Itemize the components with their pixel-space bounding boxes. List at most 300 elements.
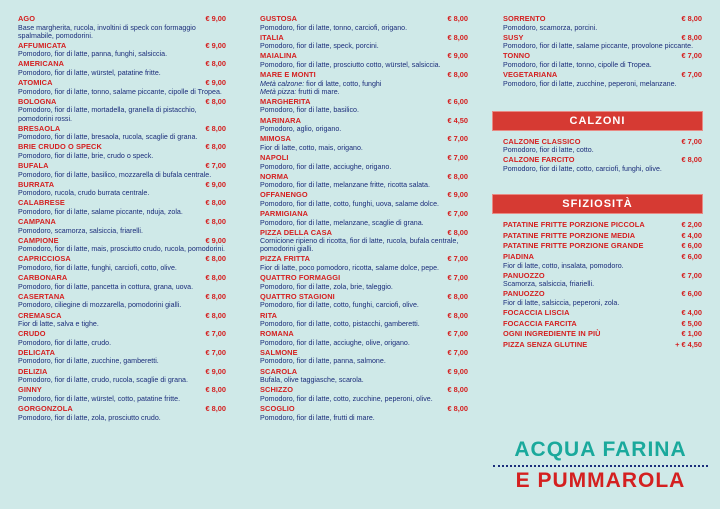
menu-item-row [503, 34, 702, 43]
menu-item [260, 330, 468, 347]
item-description: Pomodoro, fior di latte, tonno, carciofi, origano. [260, 23, 408, 32]
item-description: Pomodoro, fior di latte, salame piccante, provolone piccante. [503, 42, 694, 51]
menu-item [260, 368, 468, 385]
item-price: € 8,00 [447, 385, 468, 395]
item-name: PARMIGIANA [260, 208, 309, 218]
item-name: PIZZA FRITTA [260, 254, 311, 264]
menu-item-row [260, 229, 468, 238]
item-description: Pomodoro, fior di latte, zola, brie, taleggio. [260, 282, 393, 291]
item-description: Pomodoro, aglio, origano. [260, 125, 342, 134]
menu-item-row [503, 71, 702, 80]
item-description: Pomodoro, fior di latte, mais, prosciutto crudo, rucola, pomodorini. [18, 245, 225, 254]
item-price: € 8,00 [205, 385, 226, 395]
item-price: € 7,00 [447, 152, 468, 162]
menu-item-row [503, 138, 702, 147]
item-description: Pomodoro, scamorza, salsiccia, friarelli. [18, 226, 143, 235]
item-price: € 7,00 [681, 70, 702, 80]
item-price: € 8,00 [447, 310, 468, 320]
item-name: DELICATA [18, 347, 56, 357]
item-description: Bufala, olive taggiasche, scarola. [260, 376, 364, 385]
item-description: Pomodoro, fior di latte, crudo. [18, 338, 112, 347]
item-name: GINNY [18, 385, 42, 395]
item-name: NORMA [260, 171, 289, 181]
menu-item [503, 52, 702, 69]
item-price: € 7,00 [681, 136, 702, 146]
item-name: CRUDO [18, 329, 46, 339]
desc-label: Metà calzone: [260, 79, 305, 88]
menu-item [18, 143, 226, 160]
item-description: Pomodoro, fior di latte, funghi, carciofi, cotto, olive. [18, 264, 177, 273]
item-name: CALABRESE [18, 198, 65, 208]
menu-item-row [503, 253, 702, 262]
item-description: Pomodoro, rucola, crudo burrata centrale. [18, 189, 150, 198]
menu-item-row [260, 98, 468, 107]
item-description: Fior di latte, salva e tighe. [18, 320, 99, 329]
menu-item [503, 309, 702, 318]
item-name: PANUOZZO [503, 270, 545, 280]
item-name: CAPRICCIOSA [18, 254, 71, 264]
menu-item [260, 52, 468, 69]
menu-item [260, 293, 468, 310]
menu-item [503, 242, 702, 251]
menu-item [18, 15, 226, 40]
item-name: MIMOSA [260, 134, 291, 144]
desc-label: Metà pizza: [260, 87, 297, 96]
item-description: Pomodoro, fior di latte, zucchine, peperoni, melanzane. [503, 79, 677, 88]
item-description: Pomodoro, fior di latte, acciughe, origano. [260, 162, 392, 171]
item-price: € 8,00 [205, 59, 226, 69]
item-description: Pomodoro, fior di latte, tonno, cipolle di Tropea. [503, 60, 652, 69]
item-name: BURRATA [18, 179, 55, 189]
menu-item-row [260, 274, 468, 283]
menu-item-row [260, 255, 468, 264]
menu-item [260, 312, 468, 329]
item-description: Pomodoro, fior di latte, cotto, zucchine, peperoni, olive. [260, 394, 433, 403]
menu-item [18, 386, 226, 403]
item-description: Pomodoro, fior di latte, frutti di mare. [260, 413, 375, 422]
item-description: Fior di latte, poco pomodoro, ricotta, salame dolce, pepe. [260, 264, 440, 273]
menu-item [503, 232, 702, 241]
item-price: € 6,00 [447, 96, 468, 106]
item-description: Pomodoro, fior di latte, bresaola, rucola, scaglie di grana. [18, 133, 198, 142]
item-price: € 7,00 [681, 270, 702, 280]
menu-item-row [503, 232, 702, 241]
menu-item [260, 135, 468, 152]
menu-item-row [18, 60, 226, 69]
item-description: Fior di latte, cotto, insalata, pomodoro. [503, 261, 624, 270]
item-description: Pomodoro, fior di latte, pancetta in cottura, grana, uova. [18, 282, 194, 291]
menu-column-1 [18, 15, 226, 424]
item-description: Pomodoro, fior di latte, speck, porcini. [260, 42, 379, 51]
menu-item-row [260, 293, 468, 302]
item-price: € 6,00 [681, 241, 702, 251]
desc-text: frutti di mare. [296, 87, 340, 96]
menu-item-row [260, 191, 468, 200]
item-price: € 4,50 [447, 115, 468, 125]
item-description: Pomodoro, fior di latte, panna, salmone. [260, 357, 386, 366]
menu-item-row [260, 405, 468, 414]
item-name: GUSTOSA [260, 14, 298, 23]
item-name: PIADINA [503, 251, 535, 261]
item-description: Pomodoro, fior di latte, melanzane fritte, ricotta salata. [260, 181, 430, 190]
menu-item-row [503, 320, 702, 329]
item-price: € 7,00 [447, 208, 468, 218]
menu-item [503, 34, 702, 51]
item-name: QUATTRO STAGIONI [260, 291, 335, 301]
item-description: Pomodoro, fior di latte, panna, funghi, salsiccia. [18, 50, 168, 59]
menu-item-row [260, 154, 468, 163]
item-price: € 9,00 [447, 190, 468, 200]
menu-item [260, 117, 468, 134]
menu-item [18, 312, 226, 329]
menu-item-row [260, 34, 468, 43]
menu-item [18, 79, 226, 96]
menu-item [260, 386, 468, 403]
menu-item-row [18, 218, 226, 227]
menu-item [260, 15, 468, 32]
item-description: Pomodoro, fior di latte, basilico, mozzarella di bufala centrale. [18, 170, 212, 179]
item-name: AFFUMICATA [18, 40, 67, 50]
item-description: Pomodoro, ciliegine di mozzarella, pomodorini gialli. [18, 301, 182, 310]
menu-item [18, 293, 226, 310]
menu-item-row [260, 330, 468, 339]
menu-item-row [260, 349, 468, 358]
item-description: Pomodoro, fior di latte, basilico. [260, 106, 359, 115]
item-price: € 5,00 [681, 318, 702, 328]
menu-item-row [18, 349, 226, 358]
menu-item [18, 255, 226, 272]
item-description: Pomodoro, scamorza, porcini. [503, 23, 598, 32]
menu-item [18, 405, 226, 422]
item-name: MAIALINA [260, 51, 297, 61]
item-price: € 7,00 [205, 347, 226, 357]
menu-item [18, 125, 226, 142]
item-name: NAPOLI [260, 152, 289, 162]
item-price: € 9,00 [205, 14, 226, 23]
item-name: QUATTRO FORMAGGI [260, 273, 341, 283]
item-name: SUSY [503, 32, 524, 42]
item-name: FOCACCIA FARCITA [503, 318, 577, 328]
item-name: CALZONE CLASSICO [503, 136, 581, 146]
item-price: € 8,00 [447, 32, 468, 42]
item-name: SCOGLIO [260, 403, 295, 413]
menu-item-row [18, 42, 226, 51]
item-price: € 8,00 [681, 32, 702, 42]
calzoni-list [503, 138, 702, 173]
item-description: Pomodoro, fior di latte, cotto, funghi, uova, salame dolce. [260, 199, 440, 208]
menu-item [18, 218, 226, 235]
item-name: PATATINE FRITTE PORZIONE GRANDE [503, 241, 644, 251]
item-price: € 8,00 [205, 123, 226, 133]
item-name: SALMONE [260, 347, 298, 357]
item-description: Pomodoro, fior di latte, zola, prosciutto crudo. [18, 413, 161, 422]
menu-item-row [18, 125, 226, 134]
item-price: € 9,00 [205, 40, 226, 50]
menu-item [260, 98, 468, 115]
item-description: Pomodoro, fior di latte, cotto. [503, 146, 594, 155]
item-description: Pomodoro, fior di latte, melanzane, scaglie di grana. [260, 218, 424, 227]
item-description: Scamorza, salsiccia, friarielli. [503, 280, 595, 289]
item-price: € 8,00 [681, 14, 702, 23]
menu-item [18, 98, 226, 123]
item-name: BRIE CRUDO O SPECK [18, 142, 102, 152]
item-description: Pomodoro, fior di latte, würstel, cotto, patatine fritte. [18, 394, 181, 403]
item-price: € 8,00 [205, 291, 226, 301]
menu-item [260, 71, 468, 96]
item-price: € 8,00 [447, 227, 468, 237]
item-price: € 8,00 [447, 403, 468, 413]
menu-item-row [18, 79, 226, 88]
menu-item [503, 341, 702, 350]
menu-item [18, 181, 226, 198]
pizza-list [503, 15, 702, 88]
menu-item-row [503, 242, 702, 251]
menu-item-row [18, 255, 226, 264]
item-price: + € 4,50 [675, 339, 702, 349]
menu-item-row [18, 274, 226, 283]
menu-item [503, 221, 702, 230]
item-price: € 9,00 [205, 179, 226, 189]
menu-item [18, 330, 226, 347]
item-name: CAMPIONE [18, 235, 59, 245]
item-name: BUFALA [18, 161, 49, 170]
brand-line-1: ACQUA FARINA [514, 438, 687, 461]
menu-item-row [260, 15, 468, 24]
item-name: PIZZA SENZA GLUTINE [503, 339, 588, 349]
item-name: MARE E MONTI [260, 70, 316, 80]
menu-item [18, 42, 226, 59]
menu-column-3 [503, 15, 702, 351]
item-price: € 4,00 [681, 230, 702, 240]
menu-item [503, 272, 702, 289]
brand-line-2: E PUMMAROLA [515, 469, 686, 492]
menu-item [260, 154, 468, 171]
item-description: Pomodoro, fior di latte, crudo, rucola, scaglie di grana. [18, 376, 188, 385]
item-price: € 8,00 [205, 254, 226, 264]
menu-item-row [260, 71, 468, 80]
item-name: CALZONE FARCITO [503, 155, 575, 165]
item-price: € 8,00 [447, 14, 468, 23]
menu-item [260, 255, 468, 272]
item-price: € 8,00 [205, 273, 226, 283]
item-description [260, 88, 468, 96]
menu-item [18, 368, 226, 385]
menu-item-row [260, 368, 468, 377]
item-description: Pomodoro, fior di latte, cotto, funghi, carciofi, olive. [260, 301, 419, 310]
brand-divider [493, 465, 708, 467]
item-price: € 9,00 [205, 235, 226, 245]
item-name: BRESAOLA [18, 123, 61, 133]
menu-item-row [260, 312, 468, 321]
item-price: € 7,00 [447, 329, 468, 339]
menu-item-row [18, 405, 226, 414]
item-price: € 9,00 [447, 51, 468, 61]
item-description: Fior di latte, cotto, mais, origano. [260, 143, 363, 152]
menu-item [260, 173, 468, 190]
item-description: Pomodoro, fior di latte, mortadella, granella di pistacchio, pomodorini rossi. [18, 106, 197, 123]
menu-item-row [18, 237, 226, 246]
item-name: CREMASCA [18, 310, 62, 320]
item-name: GORGONZOLA [18, 403, 73, 413]
menu-item [503, 290, 702, 307]
menu-item [503, 71, 702, 88]
item-description: Pomodoro, fior di latte, salame piccante, nduja, zola. [18, 207, 183, 216]
menu-item-row [260, 52, 468, 61]
item-name: ATOMICA [18, 78, 53, 88]
item-price: € 8,00 [205, 96, 226, 106]
item-description: Fior di latte, salsiccia, peperoni, zola. [503, 298, 620, 307]
item-price: € 7,00 [205, 161, 226, 170]
menu-item-row [503, 330, 702, 339]
menu-item-row [18, 330, 226, 339]
item-name: SCAROLA [260, 366, 298, 376]
menu-item-row [503, 290, 702, 299]
menu-item-row [18, 386, 226, 395]
menu-item [503, 138, 702, 155]
menu-item [18, 199, 226, 216]
menu-item-row [18, 293, 226, 302]
menu-item-row [18, 143, 226, 152]
item-price: € 8,00 [205, 198, 226, 208]
item-description [260, 80, 468, 88]
item-name: PATATINE FRITTE PORZIONE PICCOLA [503, 220, 645, 230]
menu-item-row [503, 221, 702, 230]
item-name: OGNI INGREDIENTE IN PIÙ [503, 329, 601, 339]
item-price: € 9,00 [205, 366, 226, 376]
item-price: € 8,00 [681, 155, 702, 165]
menu-item-row [18, 162, 226, 171]
menu-item-row [260, 386, 468, 395]
menu-item [260, 34, 468, 51]
menu-column-2 [260, 15, 468, 424]
item-description: Pomodoro, fior di latte, zucchine, gamberetti. [18, 357, 159, 366]
item-price: € 8,00 [205, 403, 226, 413]
sfiziosita-banner: SFIZIOSITÀ [493, 195, 702, 213]
item-price: € 8,00 [205, 310, 226, 320]
item-name: RITA [260, 310, 278, 320]
brand-logo [493, 438, 708, 493]
menu-item [18, 274, 226, 291]
item-price: € 7,00 [447, 347, 468, 357]
item-price: € 4,00 [681, 307, 702, 317]
menu-item [260, 274, 468, 291]
item-name: DELIZIA [18, 366, 48, 376]
item-name: SCHIZZO [260, 385, 294, 395]
item-price: € 7,00 [205, 329, 226, 339]
item-description: Cornicione ripieno di ricotta, fior di latte, rucola, bufala centrale, pomodorini gialli. [260, 237, 459, 254]
menu-item-row [18, 199, 226, 208]
menu-item-row [18, 368, 226, 377]
item-name: SORRENTO [503, 14, 546, 23]
item-description: Pomodoro, fior di latte, prosciutto cotto, würstel, salsiccia. [260, 60, 441, 69]
item-price: € 1,00 [681, 329, 702, 339]
item-name: AGO [18, 14, 36, 23]
menu-item-row [260, 135, 468, 144]
item-name: MARINARA [260, 115, 302, 125]
menu-item [18, 237, 226, 254]
menu-item [503, 253, 702, 270]
menu-item [260, 210, 468, 227]
menu-item-row [503, 309, 702, 318]
item-price: € 9,00 [447, 366, 468, 376]
sfiziosita-list [503, 221, 702, 349]
menu-item [503, 15, 702, 32]
item-name: PANUOZZO [503, 289, 545, 299]
menu-item [260, 191, 468, 208]
menu-item-row [260, 173, 468, 182]
item-name: TONNO [503, 51, 531, 61]
menu-item-row [260, 117, 468, 126]
item-price: € 9,00 [205, 78, 226, 88]
item-price: € 8,00 [205, 142, 226, 152]
menu-item [260, 349, 468, 366]
item-name: OFFANENGO [260, 190, 308, 200]
item-price: € 8,00 [205, 217, 226, 227]
menu-item [18, 60, 226, 77]
item-name: MARGHERITA [260, 96, 311, 106]
item-name: ROMANA [260, 329, 294, 339]
menu-item-row [503, 341, 702, 350]
item-name: CAMPANA [18, 217, 56, 227]
item-description: Base margherita, rucola, involtini di speck con formaggio spalmabile, pomodorini. [18, 23, 196, 40]
menu-item [503, 330, 702, 339]
item-name: PATATINE FRITTE PORZIONE MEDIA [503, 230, 636, 240]
item-name: FOCACCIA LISCIA [503, 307, 570, 317]
menu-item-row [18, 15, 226, 24]
menu-item [503, 320, 702, 329]
menu-item [260, 405, 468, 422]
item-description: Pomodoro, fior di latte, würstel, patatine fritte. [18, 69, 161, 78]
calzoni-banner: CALZONI [493, 112, 702, 130]
item-description: Pomodoro, fior di latte, brie, crudo o speck. [18, 151, 154, 160]
item-description: Pomodoro, fior di latte, cotto, carciofi, funghi, olive. [503, 165, 662, 174]
menu-item-row [503, 52, 702, 61]
menu-item-row [503, 272, 702, 281]
item-name: AMERICANA [18, 59, 65, 69]
item-price: € 6,00 [681, 289, 702, 299]
menu-item-row [18, 98, 226, 107]
item-name: CARBONARA [18, 273, 68, 283]
item-price: € 7,00 [681, 51, 702, 61]
item-price: € 8,00 [447, 70, 468, 80]
desc-text: fior di latte, cotto, funghi [304, 79, 382, 88]
item-description: Pomodoro, fior di latte, acciughe, olive, origano. [260, 338, 410, 347]
menu-item [18, 162, 226, 179]
menu-item [18, 349, 226, 366]
item-price: € 6,00 [681, 251, 702, 261]
menu-item [260, 229, 468, 254]
item-description: Pomodoro, fior di latte, cotto, pistacchi, gamberetti. [260, 320, 420, 329]
menu-item-row [260, 210, 468, 219]
item-name: BOLOGNA [18, 96, 57, 106]
item-price: € 8,00 [447, 171, 468, 181]
item-name: VEGETARIANA [503, 70, 558, 80]
menu-item-row [18, 312, 226, 321]
menu-item [503, 156, 702, 173]
item-description: Pomodoro, fior di latte, tonno, salame piccante, cipolle di Tropea. [18, 87, 222, 96]
item-name: ITALIA [260, 32, 284, 42]
item-price: € 7,00 [447, 273, 468, 283]
item-price: € 7,00 [447, 254, 468, 264]
item-price: € 7,00 [447, 134, 468, 144]
menu-item-row [18, 181, 226, 190]
item-name: CASERTANA [18, 291, 65, 301]
item-price: € 2,00 [681, 220, 702, 230]
menu-item-row [503, 15, 702, 24]
menu-item-row [503, 156, 702, 165]
item-name: PIZZA DELLA CASA [260, 227, 333, 237]
item-price: € 8,00 [447, 291, 468, 301]
